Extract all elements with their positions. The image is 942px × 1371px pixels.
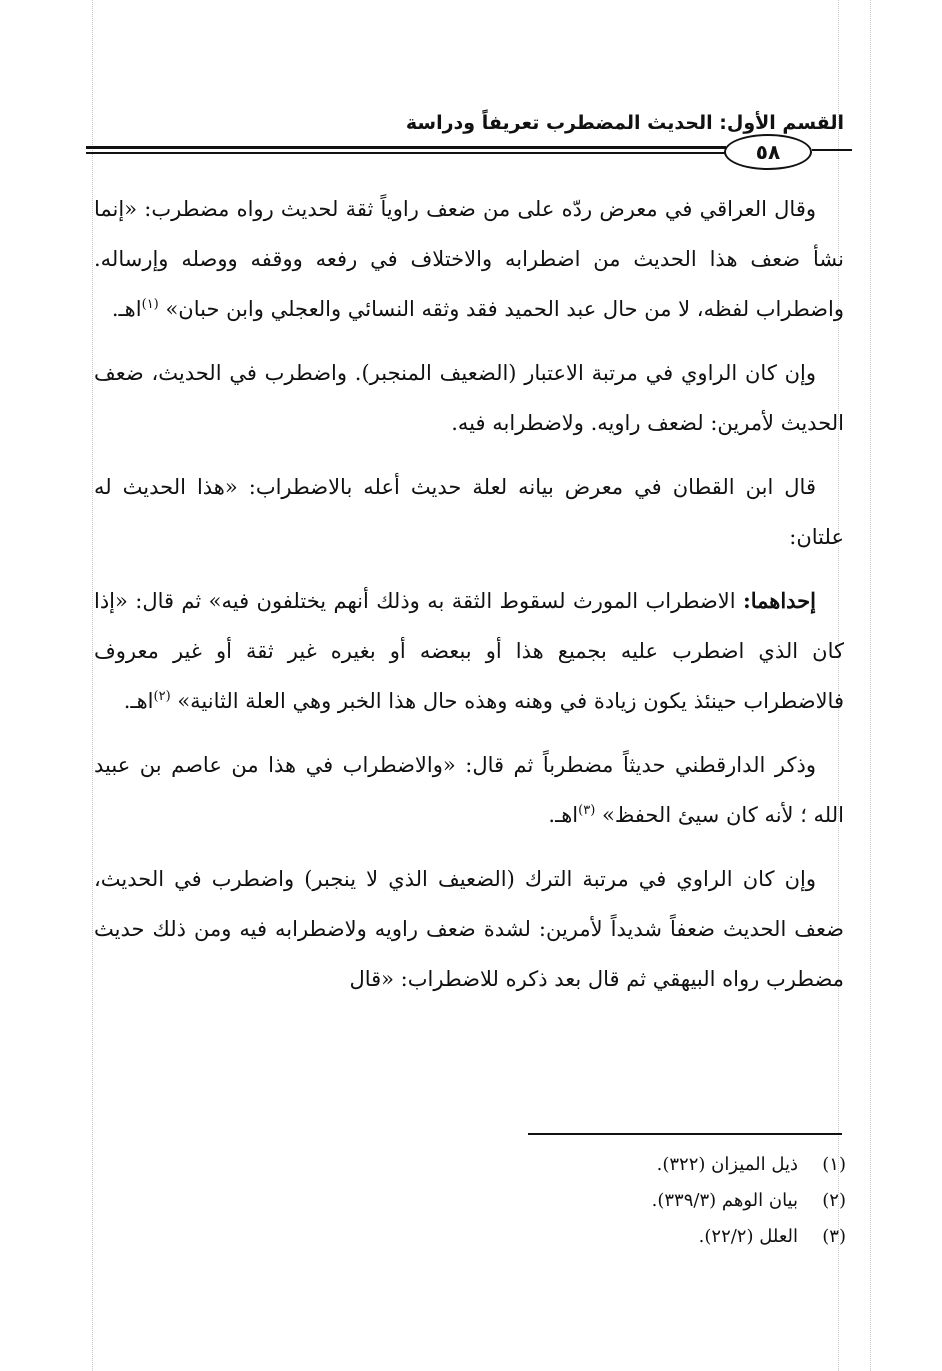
paragraph-lead: إحداهما: [742,588,816,613]
paragraph [94,854,844,1004]
paragraph-text: وإن كان الراوي في مرتبة الاعتبار (الضعيف المنجبر). واضطرب في الحديث، ضعف الحديث لأمرين: لضعف راويه. ولاضطرابه فيه. [94,361,844,435]
paragraph [94,576,844,726]
footnote-item [346,1219,846,1255]
footnotes [346,1147,846,1255]
main-text [94,184,844,1018]
header-rule [86,152,726,154]
paragraph [94,462,844,562]
footnote-reference: (٢) [153,689,171,704]
paragraph-text: وقال العراقي في معرض ردّه على من ضعف راوياً ثقة لحديث رواه مضطرب: «إنما نشأ ضعف هذا الحديث من اضطرابه والاختلاف في رفعه ووقفه ووصله وإرساله. واضطراب لفظه، لا من حال عبد الحميد فقد وثقه النسائي والعجلي وابن حبان» [94,197,844,321]
paragraph [94,740,844,840]
footnote-text: ذيل الميزان (٣٢٢). [656,1154,798,1175]
footnote-text: العلل (٢٢/٢). [698,1226,798,1247]
paragraph-text: وإن كان الراوي في مرتبة الترك (الضعيف الذي لا ينجبر) واضطرب في الحديث، ضعف الحديث ضعفاً شديداً لأمرين: لشدة ضعف راويه ولاضطرابه فيه ومن ذلك حديث مضطرب رواه البيهقي ثم قال بعد ذكره للاضطراب: «قال [94,867,844,991]
header-rule [86,146,726,149]
header-rule [812,149,852,151]
page-number: ٥٨ [724,134,812,170]
footnote-item [346,1183,846,1219]
footnote-item [346,1147,846,1183]
scan-guide-line [870,0,871,1371]
paragraph [94,184,844,334]
footnote-reference: (٣) [578,803,596,818]
paragraph-text: قال ابن القطان في معرض بيانه لعلة حديث أعله بالاضطراب: «هذا الحديث له علتان: [94,475,844,549]
running-title: القسم الأول: الحديث المضطرب تعريفاً ودراسة [405,112,844,134]
scan-guide-line [92,0,93,1371]
paragraph-text: الاضطراب المورث لسقوط الثقة به وذلك أنهم يختلفون فيه» ثم قال: «إذا كان الذي اضطرب عليه بجميع هذا أو ببعضه أو بغيره غير ثقة أو غير معروف فالاضطراب حينئذ يكون زيادة في وهنه وهذه حال هذا الخبر وهي العلة الثانية» [94,589,844,713]
footnote-number: (٢) [822,1190,846,1211]
footnote-text: بيان الوهم (٣٣٩/٣). [651,1190,798,1211]
paragraph [94,348,844,448]
paragraph-tail: اهـ. [111,297,142,321]
paragraph-tail: اهـ. [548,803,579,827]
footnote-separator [528,1133,842,1135]
paragraph-text: وذكر الدارقطني حديثاً مضطرباً ثم قال: «والاضطراب في هذا من عاصم بن عبيد الله ؛ لأنه كان سيئ الحفظ» [94,753,844,827]
footnote-number: (٣) [822,1226,846,1247]
paragraph-tail: اهـ. [123,689,154,713]
footnote-number: (١) [822,1154,846,1175]
footnote-reference: (١) [141,297,159,312]
